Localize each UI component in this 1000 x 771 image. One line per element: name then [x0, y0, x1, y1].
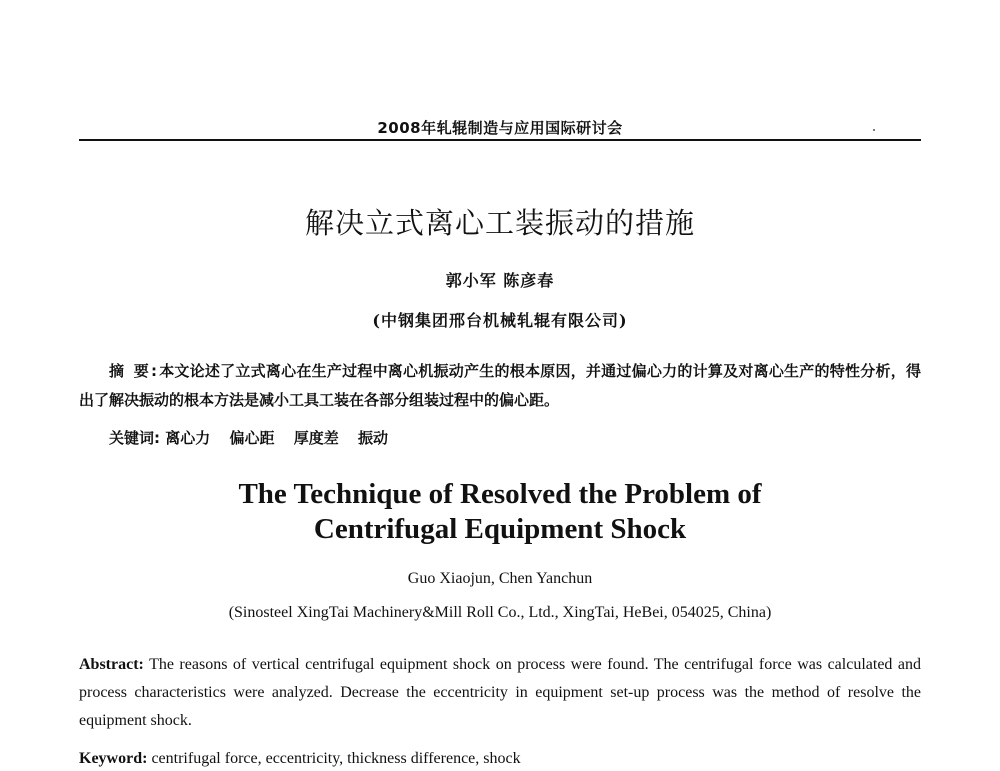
- english-abstract: [79, 651, 921, 735]
- chinese-abstract-text: 本文论述了立式离心在生产过程中离心机振动产生的根本原因，并通过偏心力的计算及对离心生产的特性分析，得出了解决振动的根本方法是减小工具工装在各部分组装过程中的偏心距。: [79, 362, 921, 409]
- chinese-keywords: [109, 427, 921, 449]
- chinese-authors: 郭小军 陈彦春: [445, 271, 555, 290]
- chinese-title: 解决立式离心工装振动的措施: [304, 206, 695, 240]
- chinese-keywords-label: 关键词:: [109, 429, 160, 447]
- english-title-line-2: Centrifugal Equipment Shock: [313, 513, 687, 545]
- chinese-keyword: 厚度差: [293, 429, 339, 447]
- running-header: 2008年轧辊制造与应用国际研讨会: [377, 119, 623, 137]
- scan-speck: [873, 129, 875, 131]
- english-affiliation: (Sinosteel XingTai Machinery&Mill Roll Co., Ltd., XingTai, HeBei, 054025, China): [228, 604, 772, 621]
- english-abstract-label: Abstract:: [79, 656, 144, 673]
- english-keywords: [79, 747, 921, 771]
- english-title-line-1: The Technique of Resolved the Problem of: [238, 478, 762, 510]
- english-abstract-text: The reasons of vertical centrifugal equipment shock on process were found. The centrifugal force was calculated and process characteristics were analyzed. Decrease the eccentricity in equipment set-up process was the method of resolve the equipment shock.: [79, 656, 921, 729]
- header-rule: [79, 139, 921, 141]
- chinese-abstract-label: 摘 要:: [109, 362, 159, 380]
- english-keywords-label: Keyword:: [79, 750, 148, 767]
- english-keywords-text: centrifugal force, eccentricity, thickness difference, shock: [151, 750, 521, 767]
- chinese-abstract: [79, 357, 921, 415]
- chinese-keyword: 离心力: [165, 429, 211, 447]
- english-authors: Guo Xiaojun, Chen Yanchun: [407, 570, 593, 587]
- chinese-affiliation: (中钢集团邢台机械轧辊有限公司): [372, 311, 628, 330]
- english-title: [0, 477, 1000, 547]
- chinese-keyword: 偏心距: [229, 429, 275, 447]
- chinese-keyword: 振动: [357, 429, 388, 447]
